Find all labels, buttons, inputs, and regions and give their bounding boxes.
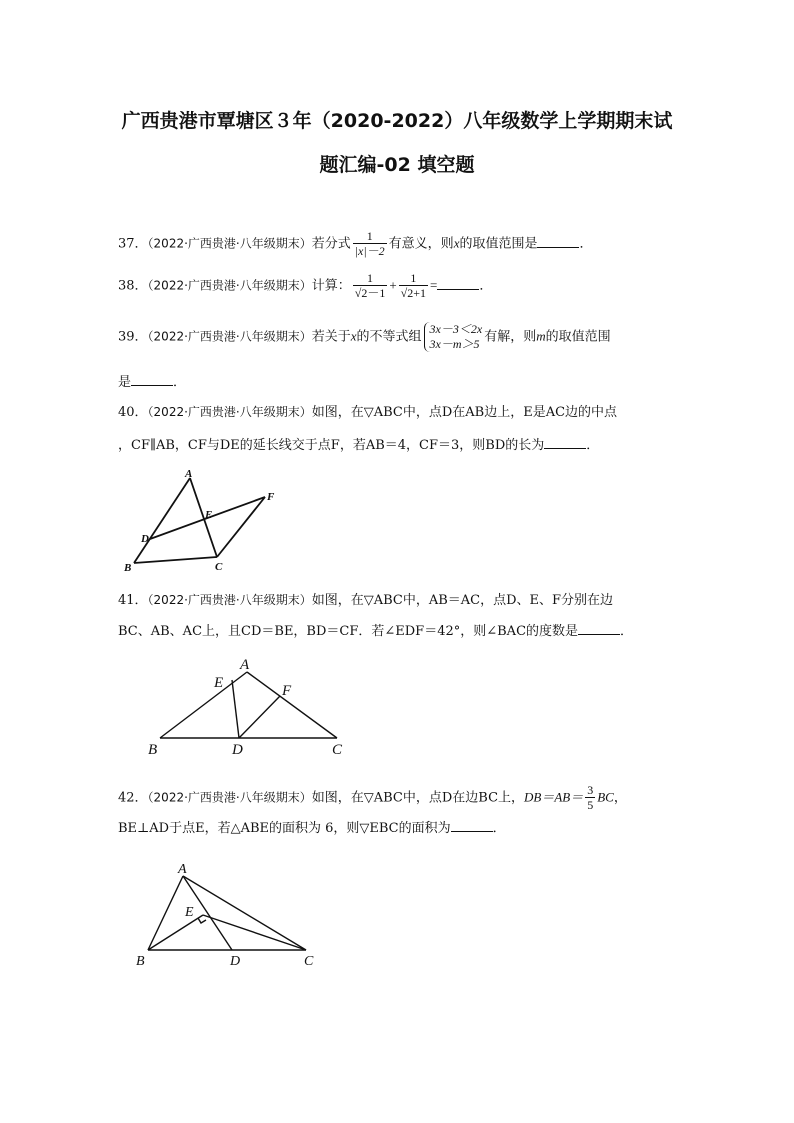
question-39: [118, 322, 611, 352]
fig40-label-B: B: [124, 562, 132, 574]
fig40-label-C: C: [215, 561, 223, 573]
question-41-line2: [118, 622, 633, 642]
q39-number: 39．: [118, 329, 148, 345]
fig40-label-E: E: [205, 509, 213, 521]
q38-fraction-2: [399, 272, 428, 300]
q38-answer-blank[interactable]: [437, 277, 479, 290]
q42-number: 42．: [118, 790, 148, 806]
fig40-AB: [134, 478, 190, 563]
doc-title-line2: 题汇编-02 填空题: [319, 154, 475, 176]
question-39-line2: [118, 373, 186, 393]
fig40-label-F: F: [267, 491, 275, 503]
q37-frac-den: |x|－2: [354, 244, 385, 258]
q38-f1-num: 1: [367, 271, 374, 285]
q38-f1-den: √2－1: [354, 286, 386, 300]
q39-line2-text: 是: [118, 375, 132, 390]
q42-frac-den: 5: [587, 798, 594, 812]
q38-text-a: 计算：: [311, 278, 351, 294]
q42-comma: ，: [613, 790, 627, 806]
q41-end: ．: [620, 624, 634, 639]
q42-line2: BE⊥AD于点E，若△ABE的面积为 6，则▽EBC的面积为: [118, 821, 451, 836]
q38-f2-num: 1: [410, 271, 417, 285]
q42-source: （2022·广西贵港·八年级期末）: [147, 790, 312, 805]
fig40-label-D: D: [141, 533, 149, 545]
q39-text-d: 的取值范围: [545, 329, 611, 345]
fig42-label-D: D: [230, 954, 241, 969]
q39-ineq-2: 3x－m＞5: [429, 337, 480, 351]
q42-end: ．: [492, 821, 506, 836]
q39-text-a: 若关于: [311, 329, 351, 345]
fig41-label-E: E: [214, 675, 224, 691]
fig42-right-angle-mark: [198, 918, 206, 923]
fig40-label-A: A: [185, 468, 193, 480]
q38-end: ．: [479, 278, 493, 294]
fig41-AB: [160, 672, 247, 738]
fig40-BC: [134, 557, 217, 563]
q39-ineq-1: 3x－3＜2x: [429, 322, 483, 336]
q38-plus: +: [389, 277, 397, 293]
figure-q41: [140, 650, 355, 762]
q37-text-b: 有意义，则: [388, 236, 454, 252]
q40-line1: 如图，在▽ABC中，点D在AB边上，E是AC边的中点: [311, 405, 618, 420]
q37-source: （2022·广西贵港·八年级期末）: [147, 236, 312, 251]
q37-var: x: [453, 235, 460, 251]
fig41-label-D: D: [232, 742, 243, 758]
q42-eq-b: BC: [597, 789, 614, 805]
q37-text-a: 若分式: [311, 236, 351, 252]
q37-frac-num: 1: [366, 229, 373, 243]
q41-number: 41．: [118, 593, 148, 608]
q40-line2: ，CF∥AB，CF与DE的延长线交于点F，若AB＝4，CF＝3，则BD的长为: [118, 438, 545, 453]
question-40: [118, 402, 617, 423]
fig41-label-B: B: [148, 742, 158, 758]
q37-answer-blank[interactable]: [537, 235, 579, 248]
q39-end: ．: [173, 375, 187, 390]
doc-title-line1: 广西贵港市覃塘区３年（2020-2022）八年级数学上学期期末试: [121, 110, 673, 132]
q38-equals: =: [430, 277, 438, 293]
q41-line2: BC、AB、AC上，且CD＝BE，BD＝CF．若∠EDF＝42°，则∠BAC的度数是: [118, 624, 579, 639]
q38-fraction-1: [353, 272, 388, 300]
q37-number: 37．: [118, 236, 148, 252]
question-42: [118, 784, 627, 812]
q40-answer-blank[interactable]: [544, 436, 586, 449]
q37-text-c: 的取值范围是: [459, 236, 538, 252]
q42-answer-blank[interactable]: [451, 819, 493, 832]
q38-f2-den: √2+1: [400, 286, 427, 300]
question-42-line2: [118, 819, 506, 839]
q42-text-a: 如图，在▽ABC中，点D在边BC上，: [311, 790, 525, 806]
q39-inequality-system: [424, 322, 483, 352]
q39-var-m: m: [536, 328, 546, 344]
question-38: [118, 272, 492, 300]
q39-text-b: 的不等式组: [356, 329, 422, 345]
q38-number: 38．: [118, 278, 148, 294]
q40-source: （2022·广西贵港·八年级期末）: [147, 405, 312, 419]
figure-q42: [130, 858, 330, 973]
q37-end: ．: [579, 236, 593, 252]
question-40-line2: [118, 436, 599, 456]
q37-fraction: [353, 230, 387, 258]
fig40-AC: [190, 478, 217, 557]
fig41-AC: [247, 672, 337, 738]
q41-source: （2022·广西贵港·八年级期末）: [147, 593, 312, 607]
fig41-DE: [232, 680, 239, 738]
fig41-label-A: A: [240, 657, 250, 673]
fig41-DF: [239, 696, 280, 738]
q42-frac-num: 3: [587, 783, 594, 797]
q40-end: ．: [586, 438, 600, 453]
q39-source: （2022·广西贵港·八年级期末）: [147, 329, 312, 344]
fig42-label-A: A: [178, 862, 187, 877]
q39-var-x: x: [350, 328, 357, 344]
question-41: [118, 590, 613, 611]
q39-answer-blank[interactable]: [131, 373, 173, 386]
q42-eq-a: DB＝AB＝: [524, 789, 584, 805]
fig42-label-B: B: [136, 954, 145, 969]
q42-fraction: [585, 784, 595, 812]
q40-number: 40．: [118, 405, 148, 420]
q39-text-c: 有解，则: [484, 329, 537, 345]
fig41-label-C: C: [332, 742, 343, 758]
q41-line1: 如图，在▽ABC中，AB＝AC，点D、E、F分别在边: [311, 593, 614, 608]
fig42-label-C: C: [304, 954, 314, 969]
q38-source: （2022·广西贵港·八年级期末）: [147, 278, 312, 293]
question-37: [118, 230, 593, 258]
q41-answer-blank[interactable]: [578, 622, 620, 635]
figure-q40: [115, 468, 285, 576]
fig41-label-F: F: [282, 683, 292, 699]
fig42-AC: [183, 876, 306, 950]
fig42-label-E: E: [185, 905, 194, 920]
fig42-EC: [203, 915, 306, 950]
